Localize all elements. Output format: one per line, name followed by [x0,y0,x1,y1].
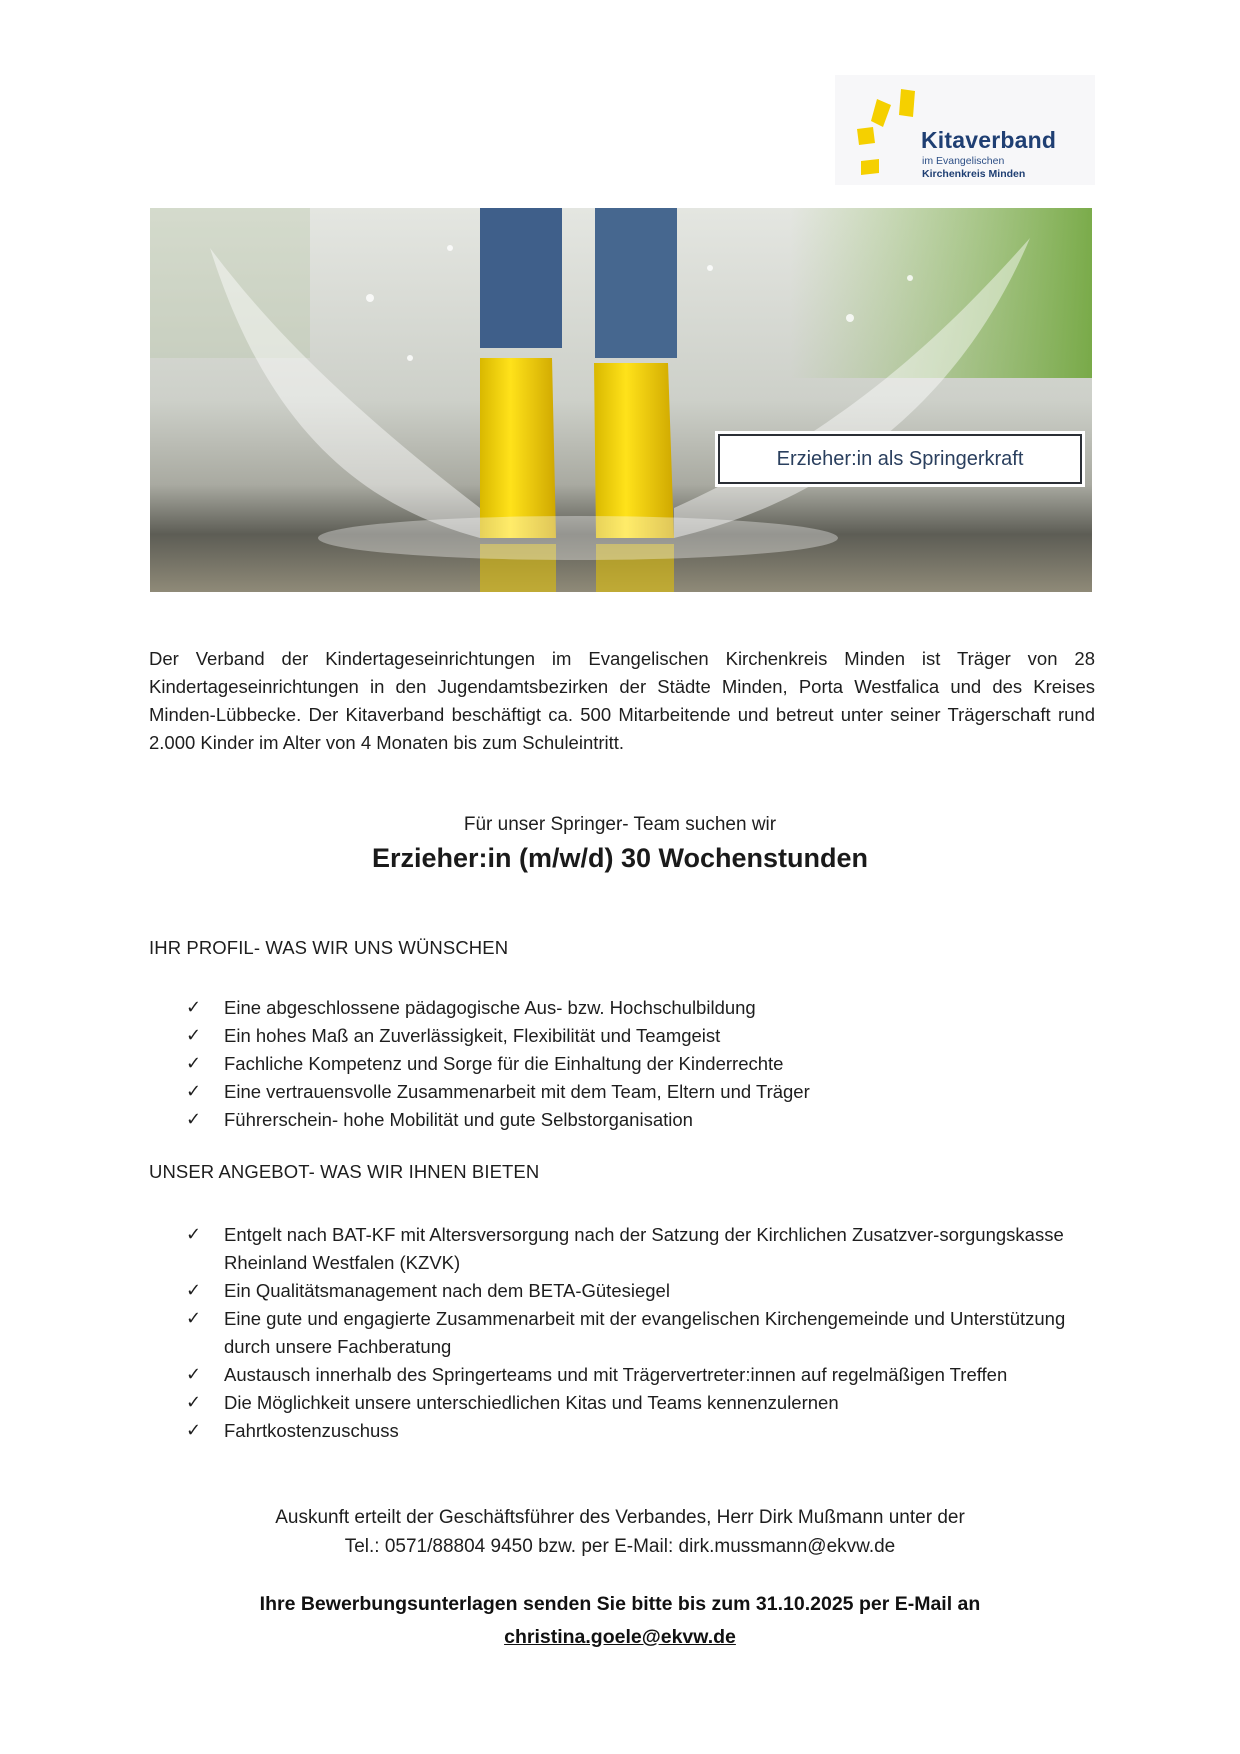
yellow-boots-splash-illustration [150,208,1092,592]
list-item: ✓ Eine abgeschlossene pädagogische Aus- bzw. Hochschulbildung [186,994,1066,1022]
hero-image [150,208,1092,592]
check-icon: ✓ [186,1364,202,1385]
check-icon: ✓ [186,1053,202,1074]
profile-list [186,994,1066,1134]
logo-title: Kitaverband [921,127,1057,153]
check-icon: ✓ [186,1280,202,1301]
check-icon: ✓ [186,1109,202,1130]
offer-list [186,1221,1066,1445]
list-item: ✓ Eine vertrauensvolle Zusammenarbeit mit dem Team, Eltern und Träger [186,1078,1066,1106]
list-item: ✓ Entgelt nach BAT-KF mit Altersversorgung nach der Satzung der Kirchlichen Zusatzver-sorgungskasse Rheinland Westfalen (KZVK) [186,1221,1066,1277]
offer-heading: UNSER ANGEBOT- WAS WIR IHNEN BIETEN [149,1161,540,1182]
hero-caption-box: Erzieher:in als Springerkraft [718,434,1082,484]
list-item: ✓ Eine gute und engagierte Zusammenarbeit mit der evangelischen Kirchengemeinde und Unterstützung durch unsere Fachberatung [186,1305,1066,1361]
check-icon: ✓ [186,1392,202,1413]
logo-subtitle-1: im Evangelischen [922,155,1005,167]
list-item: ✓ Ein Qualitätsmanagement nach dem BETA-Gütesiegel [186,1277,1066,1305]
check-icon: ✓ [186,1420,202,1441]
check-icon: ✓ [186,1081,202,1102]
application-info [0,1588,1240,1654]
job-title: Erzieher:in (m/w/d) 30 Wochenstunden [371,843,869,873]
check-icon: ✓ [186,997,202,1018]
contact-line-2: Tel.: 0571/88804 9450 bzw. per E-Mail: dirk.mussmann@ekvw.de [344,1536,896,1557]
intro-paragraph: Der Verband der Kindertageseinrichtungen im Evangelischen Kirchenkreis Minden ist Träger von 28 Kindertageseinrichtungen in den Jugendamtsbezirken der Städte Minden, Porta Westfalica und des Kreises Minden-Lübbecke. Der Kitaverband beschäftigt ca. 500 Mitarbeitende und betreut unter seiner Trägerschaft rund 2.000 Kinder im Alter von 4 Monaten bis zum Schuleintritt. [149,648,1095,753]
kitaverband-logo [835,75,1095,185]
list-item: ✓ Austausch innerhalb des Springerteams und mit Trägervertreter:innen auf regelmäßigen Treffen [186,1361,1066,1389]
application-email-link[interactable]: christina.goele@ekvw.de [504,1626,736,1648]
logo-subtitle-2: Kirchenkreis Minden [922,168,1026,180]
check-icon: ✓ [186,1224,202,1245]
check-icon: ✓ [186,1025,202,1046]
list-item: ✓ Führerschein- hohe Mobilität und gute Selbstorganisation [186,1106,1066,1134]
list-item: ✓ Fachliche Kompetenz und Sorge für die Einhaltung der Kinderrechte [186,1050,1066,1078]
check-icon: ✓ [186,1308,202,1329]
contact-line-1: Auskunft erteilt der Geschäftsführer des Verbandes, Herr Dirk Mußmann unter der [275,1507,965,1528]
list-item: ✓ Die Möglichkeit unsere unterschiedlichen Kitas und Teams kennenzulernen [186,1389,1066,1417]
list-item: ✓ Fahrtkostenzuschuss [186,1417,1066,1445]
search-line: Für unser Springer- Team suchen wir [463,814,777,835]
contact-info [0,1503,1240,1561]
logo-mark-icon [853,85,923,175]
profile-heading: IHR PROFIL- WAS WIR UNS WÜNSCHEN [149,937,509,958]
list-item: ✓ Ein hohes Maß an Zuverlässigkeit, Flexibilität und Teamgeist [186,1022,1066,1050]
apply-line: Ihre Bewerbungsunterlagen senden Sie bitte bis zum 31.10.2025 per E-Mail an [259,1593,981,1615]
